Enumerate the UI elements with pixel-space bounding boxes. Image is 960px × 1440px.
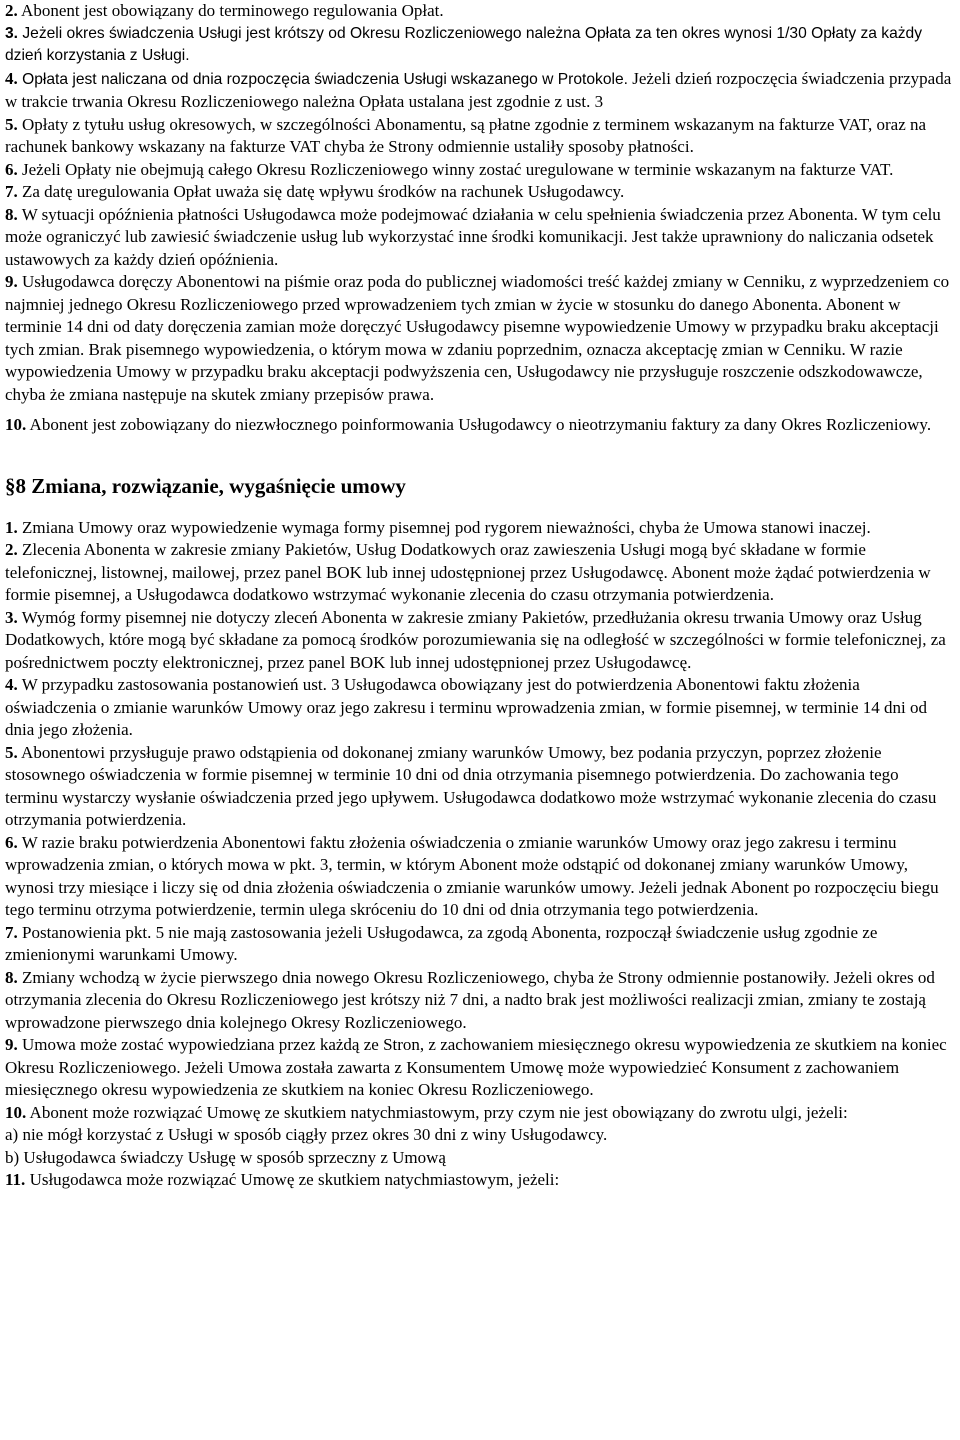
item-text: Wymóg formy pisemnej nie dotyczy zleceń Abonenta w zakresie zmiany Pakietów, przedłużania okresu trwania Umowy oraz Usług Dodatkowych, które mogą być składane za pomocą środków porozumiewania się na odległość w szczególności w formie telefonicznej, za pośrednictwem poczty elektronicznej, przez panel BOK lub innej udostępnionej przez Usługodawcę. <box>5 607 946 672</box>
item-text-continued: Jeżeli dzień rozpoczęcia świadczenia przypada w trakcie trwania Okresu Rozliczeniowego należna Opłata ustalana jest zgodnie z ust. 3 <box>5 68 952 111</box>
item-number: 8. <box>5 967 18 987</box>
item-text: Umowa może zostać wypowiedziana przez każdą ze Stron, z zachowaniem miesięcznego okresu wypowiedzenia ze skutkiem na koniec Okresu Rozliczeniowego. Jeżeli Umowa została zawarta z Konsumentem Umowę może wypowiedzieć Konsument z zachowaniem miesięcznego okresu wypowiedzenia ze skutkiem na koniec Okresu Rozliczeniowego. <box>5 1035 947 1099</box>
paragraph-7-5 <box>5 114 954 159</box>
item-number: 7. <box>5 182 18 201</box>
item-text: Zlecenia Abonenta w zakresie zmiany Pakietów, Usług Dodatkowych oraz zawieszenia Usługi mogą być składane w formie telefonicznej, listownej, mailowej, przez panel BOK lub innej udostępnionej przez Usługodawcę. Abonent może żądać potwierdzenia w formie pisemnej, a Usługodawca dodatkowo wstrzymać wykonanie zlecenia do czasu otrzymania potwierdzenia. <box>5 540 931 604</box>
item-text: Jeżeli Opłaty nie obejmują całego Okresu Rozliczeniowego winny zostać uregulowane w terminie wskazanym na fakturze VAT. <box>17 159 894 179</box>
section-heading: §8 Zmiana, rozwiązanie, wygaśnięcie umowy <box>5 473 406 498</box>
item-text: W przypadku zastosowania postanowień ust. 3 Usługodawca obowiązany jest do potwierdzenia Abonentowi faktu złożenia oświadczenia o zmianie warunków Umowy oraz jego zakresu i terminu wprowadzenia zmian, w formie pisemnej, w terminie 14 dni od dnia jego złożenia. <box>5 675 927 739</box>
item-number: 9. <box>5 272 18 291</box>
paragraph-8-9 <box>5 1034 954 1102</box>
paragraph-8-11 <box>5 1169 954 1192</box>
item-number: 11. <box>5 1170 26 1189</box>
item-text: Usługodawca doręczy Abonentowi na piśmie oraz poda do publicznej wiadomości treść każdej zmiany w Cenniku, z wyprzedzeniem co najmniej jednego Okresu Rozliczeniowego przed wprowadzeniem tych zmian w życie w stosunku do danego Abonenta. Abonent w terminie 14 dni od daty doręczenia zamian może doręczyć Usługodawcy pisemne wypowiedzenie Umowy w przypadku braku akceptacji tych zmian. Brak pisemnego wypowiedzenia, o którym mowa w zdaniu poprzednim, oznacza akceptację zmian w Cenniku. W razie wypowiedzenia Umowy w przypadku braku akceptacji podwyższenia cen, Usługodawcy nie przysługuje roszczenie odszkodowawcze, chyba że zmiana następuje na skutek zmiany przepisów prawa. <box>5 272 950 404</box>
item-text: Postanowienia pkt. 5 nie mają zastosowania jeżeli Usługodawca, za zgodą Abonenta, rozpoczął świadczenie usług zgodnie ze zmienionymi warunkami Umowy. <box>5 922 878 964</box>
item-text: Zmiany wchodzą w życie pierwszego dnia nowego Okresu Rozliczeniowego, chyba że Strony odmiennie postanowiły. Jeżeli okres od otrzymania zlecenia do Okresu Rozliczeniowego jest krótszy niż 7 dni, a nadto brak jest możliwości realizacji zmian, zmiany te zostają wprowadzone pierwszego dnia kolejnego Okresy Rozliczeniowego. <box>5 967 935 1032</box>
item-text: Usługodawca może rozwiązać Umowę ze skutkiem natychmiastowym, jeżeli: <box>25 1170 560 1189</box>
paragraph-8-1 <box>5 517 954 540</box>
item-number: 3. <box>5 607 18 627</box>
paragraph-8-8 <box>5 967 954 1035</box>
item-text: Abonent jest zobowiązany do niezwłocznego poinformowania Usługodawcy o nieotrzymaniu faktury za dany Okres Rozliczeniowy. <box>26 415 932 434</box>
paragraph-7-3 <box>5 23 954 68</box>
paragraph-7-8 <box>5 204 954 272</box>
sub-item-a: a) nie mógł korzystać z Usługi w sposób ciągły przez okres 30 dni z winy Usługodawcy. <box>5 1125 608 1144</box>
item-text: Opłata jest naliczana od dnia rozpoczęcia świadczenia Usługi wskazanego w Protokole. <box>17 70 628 88</box>
paragraph-8-5 <box>5 742 954 832</box>
item-number: 4. <box>5 68 18 88</box>
item-number: 5. <box>5 114 18 134</box>
item-number: 2. <box>5 1 18 20</box>
paragraph-7-7 <box>5 181 954 204</box>
paragraph-7-6 <box>5 159 954 182</box>
sub-item-b: b) Usługodawca świadczy Usługę w sposób sprzeczny z Umową <box>5 1147 446 1167</box>
item-number: 10. <box>5 1102 27 1122</box>
paragraph-8-4 <box>5 674 954 742</box>
item-text: Abonent może rozwiązać Umowę ze skutkiem natychmiastowym, przy czym nie jest obowiązany do zwrotu ulgi, jeżeli: <box>26 1102 848 1122</box>
item-text: Opłaty z tytułu usług okresowych, w szczególności Abonamentu, są płatne zgodnie z terminem wskazanym na fakturze VAT, oraz na rachunek bankowy wskazany na fakturze VAT chyba że Strony odmiennie ustaliły sposoby płatności. <box>5 114 927 156</box>
item-number: 5. <box>5 742 18 762</box>
item-text: W razie braku potwierdzenia Abonentowi faktu złożenia oświadczenia o zmianie warunków Umowy oraz jego zakresu i terminu wprowadzenia zmian, o których mowa w pkt. 3, termin, w którym Abonent może odstąpić od dokonanej zmiany warunków Umowy, wynosi trzy miesiące i liczy się od dnia złożenia oświadczenia o zmianie warunków umowy. Jeżeli jednak Abonent po rozpoczęciu biegu tego terminu otrzyma potwierdzenie, termin ulega skróceniu do 10 dni od dnia otrzymania tego potwierdzenia. <box>5 832 939 919</box>
paragraph-7-4 <box>5 68 954 114</box>
paragraph-8-7 <box>5 922 954 967</box>
paragraph-8-6 <box>5 832 954 922</box>
item-number: 3. <box>5 24 19 42</box>
item-number: 8. <box>5 204 18 224</box>
item-number: 6. <box>5 832 18 852</box>
item-number: 1. <box>5 517 18 537</box>
item-number: 4. <box>5 675 18 694</box>
item-text: Abonentowi przysługuje prawo odstąpienia od dokonanej zmiany warunków Umowy, bez podania przyczyn, poprzez złożenie stosownego oświadczenia w formie pisemnej w terminie 10 dni od dnia otrzymania pisemnego potwierdzenia. Do zachowania tego terminu wystarczy wysłanie oświadczenia przed jego upływem. Usługodawca dodatkowo może wstrzymać wykonanie zlecenia do czasu otrzymania potwierdzenia. <box>5 742 937 829</box>
item-number: 10. <box>5 415 27 434</box>
item-number: 2. <box>5 540 18 559</box>
paragraph-7-10 <box>5 414 954 437</box>
paragraph-7-2 <box>5 0 954 23</box>
item-text: Za datę uregulowania Opłat uważa się datę wpływu środków na rachunek Usługodawcy. <box>17 182 625 201</box>
item-text: Zmiana Umowy oraz wypowiedzenie wymaga formy pisemnej pod rygorem nieważności, chyba że Umowa stanowi inaczej. <box>17 517 871 537</box>
paragraph-8-3 <box>5 607 954 675</box>
item-text: Abonent jest obowiązany do terminowego regulowania Opłat. <box>17 1 444 20</box>
item-number: 6. <box>5 159 18 179</box>
paragraph-8-2 <box>5 539 954 607</box>
item-text: Jeżeli okres świadczenia Usługi jest krótszy od Okresu Rozliczeniowego należna Opłata za ten okres wynosi 1/30 Opłaty za każdy dzień korzystania z Usługi. <box>5 24 923 64</box>
item-text: W sytuacji opóźnienia płatności Usługodawca może podejmować działania w celu spełnienia świadczenia przez Abonenta. W tym celu może ograniczyć lub zawiesić świadczenie usług lub wykorzystać inne środki komunikacji. Jest także uprawniony do naliczania odsetek ustawowych za każdy dzień opóźnienia. <box>5 204 941 269</box>
paragraph-8-10 <box>5 1102 954 1125</box>
item-number: 9. <box>5 1035 18 1054</box>
paragraph-7-9 <box>5 271 954 406</box>
item-number: 7. <box>5 922 18 942</box>
